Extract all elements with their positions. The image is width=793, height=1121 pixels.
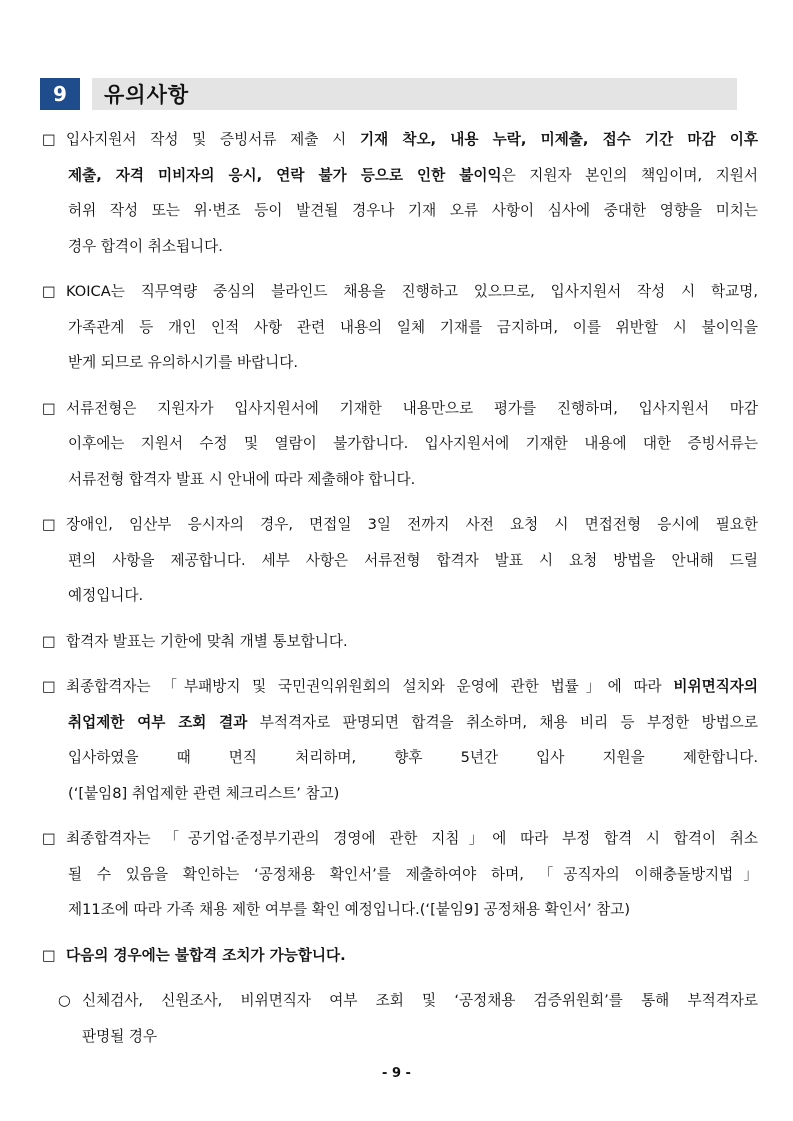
notice-item — [42, 624, 758, 660]
emphasis-text: 제출, 자격 미비자의 응시, 연락 불가 등으로 인한 불이익 — [68, 166, 502, 184]
body-text: 서류전형 합격자 발표 시 안내에 따라 제출해야 합니다. — [68, 470, 416, 488]
notice-line — [42, 122, 758, 158]
emphasis-text: 다음의 경우에는 불합격 조치가 가능합니다. — [66, 946, 346, 964]
notice-line — [42, 624, 758, 660]
body-text: 허위 작성 또는 위·변조 등이 발견될 경우나 기재 오류 사항이 심사에 중대한 영향을 미치는 — [68, 202, 758, 219]
body-text: 입사지원서 작성 및 증빙서류 제출 시 — [66, 131, 360, 148]
notice-line — [42, 345, 758, 381]
body-text: 신체검사, 신원조사, 비위면직자 여부 조회 및 ‘공정채용 검증위원회’를 통해 부적격자로 — [82, 992, 758, 1009]
checkbox-bullet-icon: □ — [42, 399, 56, 417]
notice-item — [42, 274, 758, 381]
notice-line — [42, 158, 758, 194]
body-text: 장애인, 임산부 응시자의 경우, 면접일 3일 전까지 사전 요청 시 면접전형 응시에 필요한 — [66, 516, 758, 533]
checkbox-bullet-icon: □ — [42, 131, 56, 148]
body-text: 제11조에 따라 가족 채용 제한 여부를 확인 예정입니다.(‘[붙임9] 공정채용 확인서’ 참고) — [68, 901, 631, 918]
body-text: 판명될 경우 — [82, 1027, 158, 1045]
body-text: 가족관계 등 개인 인적 사항 관련 내용의 일체 기재를 금지하며, 이를 위반할 시 불이익을 — [68, 318, 758, 336]
notice-item — [42, 821, 758, 928]
section-number: 9 — [40, 78, 80, 110]
emphasis-text: 비위면직자의 — [673, 678, 758, 695]
emphasis-text: 기재 착오, 내용 누락, 미제출, 접수 기간 마감 이후 — [359, 131, 758, 148]
notice-line — [42, 229, 758, 265]
notice-line — [42, 821, 758, 857]
notice-line — [42, 892, 758, 928]
notice-line — [42, 310, 758, 346]
notice-line — [42, 426, 758, 462]
body-text: (‘[붙임8] 취업제한 관련 체크리스트’ 참고) — [68, 784, 340, 802]
notice-item — [42, 122, 758, 264]
body-text: 부적격자로 판명되면 합격을 취소하며, 채용 비리 등 부정한 방법으로 — [247, 713, 758, 731]
body-text: 최종합격자는 「공기업·준정부기관의 경영에 관한 지침」에 따라 부정 합격 시 합격이 취소 — [66, 830, 758, 847]
body-text: 합격자 발표는 기한에 맞춰 개별 통보합니다. — [66, 632, 348, 650]
notice-line — [42, 938, 758, 974]
body-text: 입사하였을 때 면직 처리하며, 향후 5년간 입사 지원을 제한합니다. — [68, 749, 758, 766]
body-text: 받게 되므로 유의하시기를 바랍니다. — [68, 354, 299, 371]
body-text: 예정입니다. — [68, 587, 144, 604]
emphasis-text: 취업제한 여부 조회 결과 — [68, 713, 248, 731]
notice-list — [42, 122, 758, 1054]
body-text: 경우 합격이 취소됩니다. — [68, 237, 223, 255]
body-text: 은 지원자 본인의 책임이며, 지원서 — [501, 166, 759, 184]
sub-item — [42, 983, 758, 1054]
checkbox-bullet-icon: □ — [42, 830, 56, 847]
checkbox-bullet-icon: □ — [42, 632, 56, 650]
body-text: 편의 사항을 제공합니다. 세부 사항은 서류전형 합격자 발표 시 요청 방법을 안내해 드릴 — [68, 551, 758, 569]
notice-line — [42, 776, 758, 812]
notice-item — [42, 669, 758, 811]
checkbox-bullet-icon: □ — [42, 946, 56, 964]
body-text: 이후에는 지원서 수정 및 열람이 불가합니다. 입사지원서에 기재한 내용에 대한 증빙서류는 — [68, 435, 758, 452]
notice-line — [42, 740, 758, 776]
notice-line — [42, 705, 758, 741]
notice-item — [42, 507, 758, 614]
notice-line — [42, 193, 758, 229]
notice-item — [42, 938, 758, 974]
circle-bullet-icon: ○ — [58, 992, 71, 1009]
notice-line — [42, 669, 758, 705]
notice-line — [42, 507, 758, 543]
notice-line — [42, 543, 758, 579]
sub-item-line — [58, 1019, 758, 1055]
body-text: KOICA는 직무역량 중심의 블라인드 채용을 진행하고 있으므로, 입사지원서 작성 시 학교명, — [66, 283, 758, 300]
section-title: 유의사항 — [92, 78, 737, 110]
notice-line — [42, 857, 758, 893]
body-text: 될 수 있음을 확인하는 ‘공정채용 확인서’를 제출하여야 하며, 「공직자의 이해충돌방지법」 — [68, 865, 758, 883]
body-text: 서류전형은 지원자가 입사지원서에 기재한 내용만으로 평가를 진행하며, 입사지원서 마감 — [66, 399, 758, 417]
notice-item — [42, 391, 758, 498]
checkbox-bullet-icon: □ — [42, 678, 56, 695]
checkbox-bullet-icon: □ — [42, 283, 56, 300]
notice-line — [42, 578, 758, 614]
section-header — [40, 78, 737, 110]
notice-line — [42, 462, 758, 498]
notice-line — [42, 391, 758, 427]
page-number: - 9 - — [382, 1066, 411, 1081]
checkbox-bullet-icon: □ — [42, 516, 56, 533]
sub-item-line — [58, 983, 758, 1019]
body-text: 최종합격자는 「부패방지 및 국민권익위원회의 설치와 운영에 관한 법률」에 따라 — [66, 678, 674, 695]
notice-line — [42, 274, 758, 310]
